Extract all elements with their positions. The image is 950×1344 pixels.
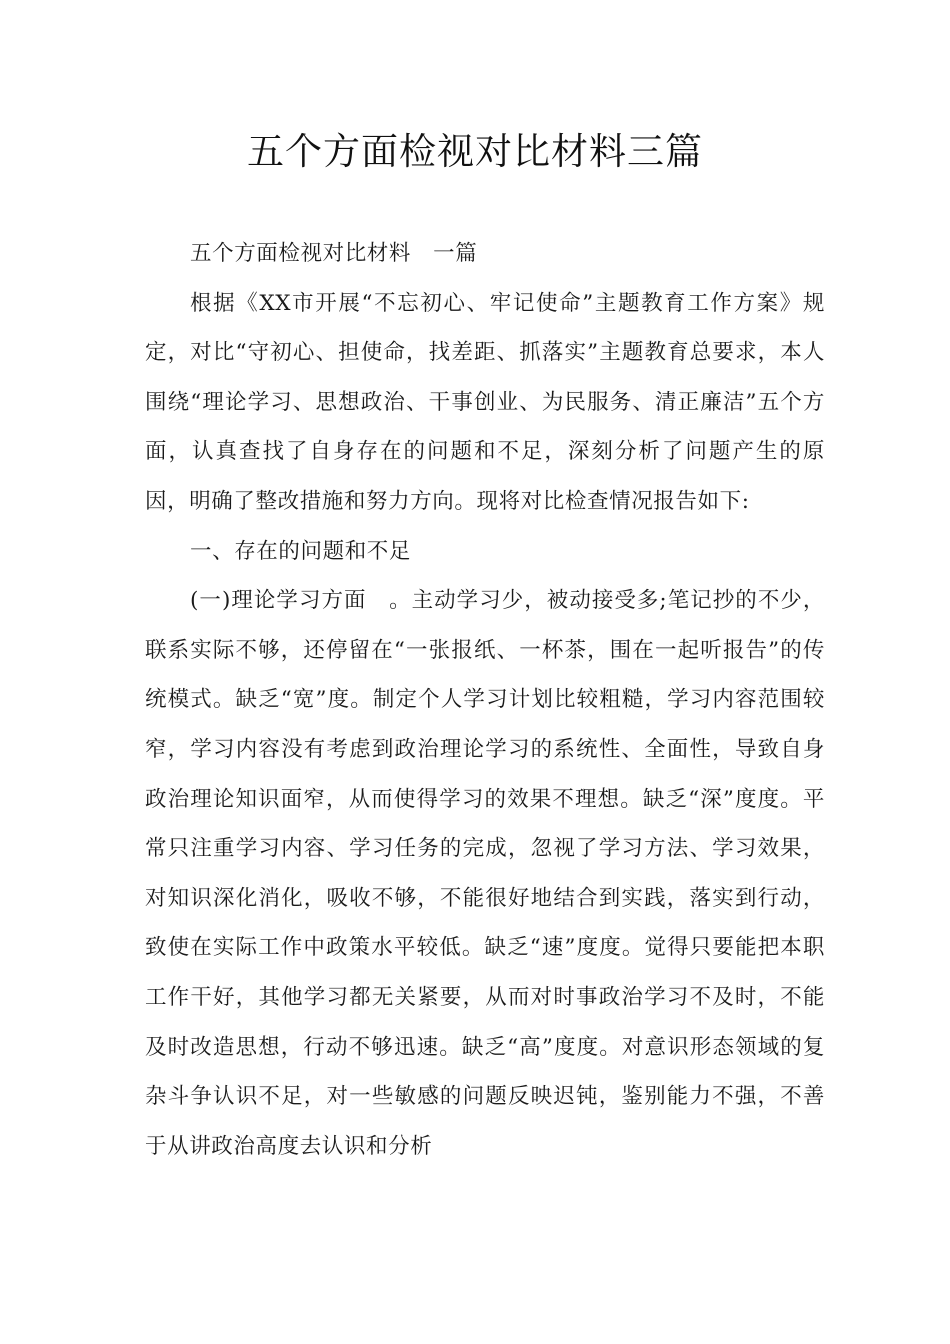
document-title: 五个方面检视对比材料三篇	[247, 130, 703, 173]
document-body	[145, 229, 825, 1171]
section-heading: 一、存在的问题和不足	[190, 538, 412, 564]
paragraph-intro: 根据《XX市开展“不忘初心、牢记使命”主题教育工作方案》规定，对比“守初心、担使命，找差距、抓落实”主题教育总要求，本人围绕“理论学习、思想政治、干事创业、为民服务、清正廉洁”五个方面，认真查找了自身存在的问题和不足，深刻分析了问题产生的原因，明确了整改措施和努力方向。现将对比检查情况报告如下:	[145, 290, 825, 514]
paragraph-theory-study: (一)理论学习方面 。主动学习少，被动接受多;笔记抄的不少，联系实际不够，还停留在“一张报纸、一杯茶，围在一起听报告”的传统模式。缺乏“宽”度。制定个人学习计划比较粗糙，学习内容范围较窄，学习内容没有考虑到政治理论学习的系统性、全面性，导致自身政治理论知识面窄，从而使得学习的效果不理想。缺乏“深”度度。平常只注重学习内容、学习任务的完成，忽视了学习方法、学习效果，对知识深化消化，吸收不够，不能很好地结合到实践，落实到行动，致使在实际工作中政策水平较低。缺乏“速”度度。觉得只要能把本职工作干好，其他学习都无关紧要，从而对时事政治学习不及时，不能及时改造思想，行动不够迅速。缺乏“高”度度。对意识形态领域的复杂斗争认识不足，对一些敏感的问题反映迟钝，鉴别能力不强，不善于从讲政治高度去认识和分析	[145, 588, 825, 1159]
document-subtitle: 五个方面检视对比材料 一篇	[190, 241, 478, 266]
